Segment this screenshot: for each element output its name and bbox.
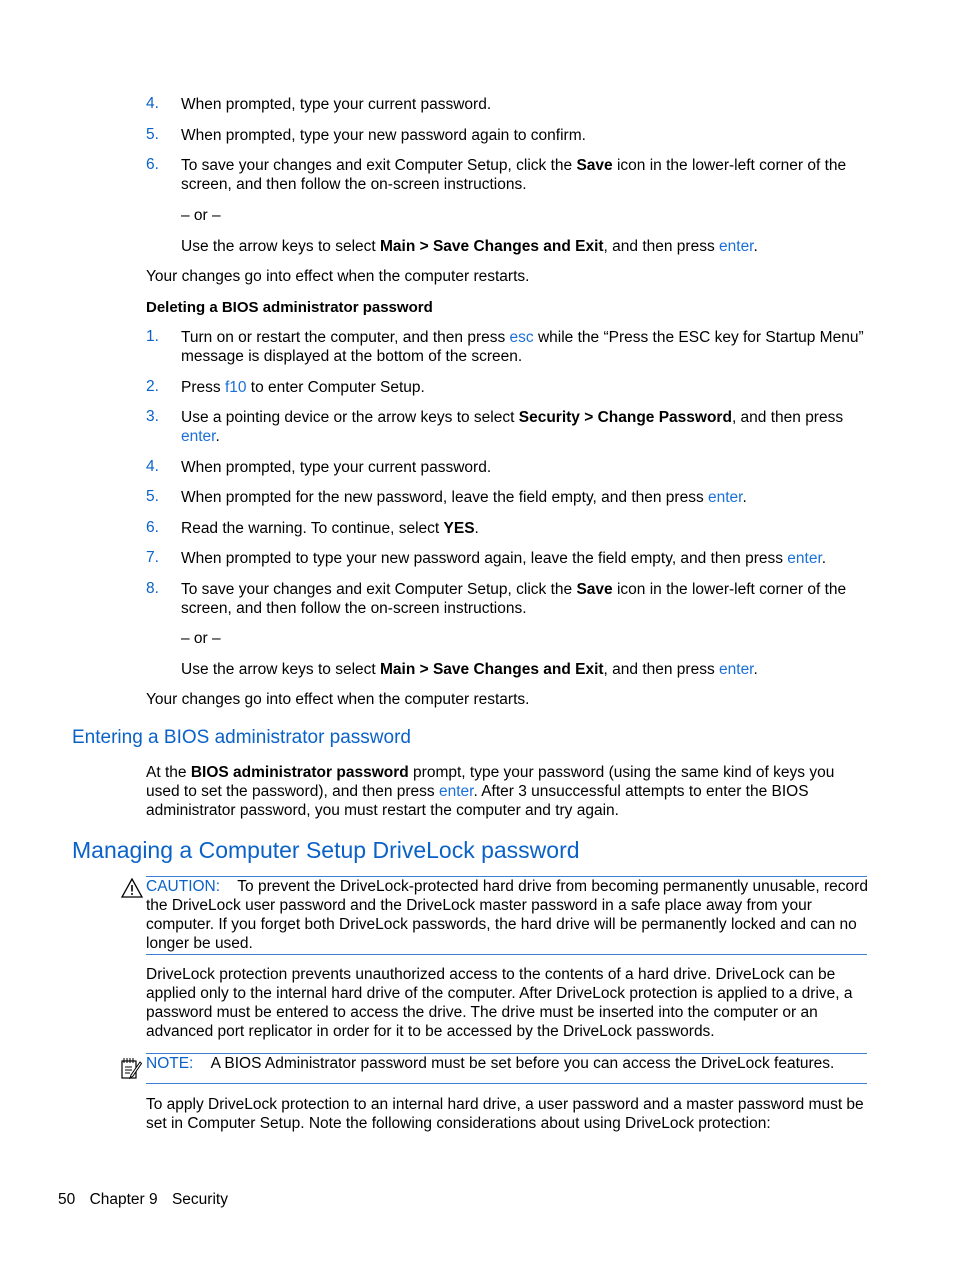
key-enter: enter bbox=[708, 489, 743, 506]
drivelock-heading: Managing a Computer Setup DriveLock password bbox=[72, 837, 580, 863]
save-term: Save bbox=[576, 581, 613, 598]
step-number: 6. bbox=[146, 519, 159, 536]
step-text: When prompted to type your new password again, leave the field empty, and then press enter. bbox=[181, 550, 827, 567]
warning-triangle-icon bbox=[121, 878, 143, 898]
step-number: 6. bbox=[146, 156, 159, 173]
footer-chapter: Chapter 9 bbox=[89, 1191, 158, 1208]
page-number: 50 bbox=[58, 1191, 76, 1208]
footer-section: Security bbox=[171, 1191, 228, 1208]
note-text: A BIOS Administrator password must be set before you can access the DriveLock features. bbox=[210, 1055, 835, 1072]
step-text: Turn on or restart the computer, and then press esc while the “Press the ESC key for Startup Menu” message is displayed at the bottom of the screen. bbox=[181, 329, 864, 365]
save-term: Save bbox=[576, 157, 613, 174]
step-number: 1. bbox=[146, 328, 159, 345]
alt-instruction: Use the arrow keys to select Main > Save Changes and Exit, and then press enter. bbox=[181, 238, 758, 255]
or-separator: – or – bbox=[181, 630, 221, 647]
effect-text: Your changes go into effect when the computer restarts. bbox=[146, 691, 530, 708]
step-number: 5. bbox=[146, 488, 159, 505]
drivelock-paragraph-2: To apply DriveLock protection to an internal hard drive, a user password and a master password must be set in Computer Setup. Note the following considerations about using DriveLock protection: bbox=[146, 1096, 864, 1132]
step-text: To save your changes and exit Computer Setup, click the Save icon in the lower-left corner of the screen, and then follow the on-screen instructions. bbox=[181, 581, 847, 617]
note-pad-icon bbox=[120, 1056, 142, 1080]
delete-heading: Deleting a BIOS administrator password bbox=[146, 299, 433, 316]
or-separator: – or – bbox=[181, 207, 221, 224]
entering-heading: Entering a BIOS administrator password bbox=[72, 727, 411, 748]
key-enter: enter bbox=[787, 550, 822, 567]
step-text: When prompted, type your current password. bbox=[181, 459, 492, 476]
step-number: 3. bbox=[146, 408, 159, 425]
entering-paragraph: At the BIOS administrator password prompt, type your password (using the same kind of keys you used to set the password), and then press enter. After 3 unsuccessful attempts to enter the BIOS administrator password, you must restart the computer and try again. bbox=[146, 764, 835, 819]
alt-instruction: Use the arrow keys to select Main > Save Changes and Exit, and then press enter. bbox=[181, 661, 758, 678]
key-esc: esc bbox=[509, 329, 534, 346]
step-text: When prompted, type your current password. bbox=[181, 96, 492, 113]
step-number: 7. bbox=[146, 549, 159, 566]
caution-label: CAUTION: bbox=[146, 878, 221, 895]
key-enter: enter bbox=[719, 661, 754, 678]
page-footer bbox=[58, 1191, 238, 1209]
step-text: To save your changes and exit Computer Setup, click the Save icon in the lower-left corner of the screen, and then follow the on-screen instructions. bbox=[181, 157, 847, 193]
step-number: 8. bbox=[146, 580, 159, 597]
effect-text: Your changes go into effect when the computer restarts. bbox=[146, 268, 530, 285]
key-enter: enter bbox=[438, 783, 474, 800]
step-number: 4. bbox=[146, 458, 159, 475]
step-text: When prompted, type your new password again to confirm. bbox=[181, 127, 586, 144]
step-text: When prompted for the new password, leave the field empty, and then press enter. bbox=[181, 489, 747, 506]
caution-text: To prevent the DriveLock-protected hard drive from becoming permanently unusable, record the DriveLock user password and the DriveLock master password in a safe place away from your computer. If you forget both DriveLock passwords, the hard drive will be permanently locked and can no longer be used. bbox=[146, 878, 868, 952]
step-text: Press f10 to enter Computer Setup. bbox=[181, 379, 425, 396]
step-number: 4. bbox=[146, 95, 159, 112]
key-enter: enter bbox=[181, 428, 216, 445]
note-label: NOTE: bbox=[146, 1055, 194, 1072]
key-enter: enter bbox=[719, 238, 754, 255]
note-block bbox=[146, 1054, 868, 1073]
drivelock-paragraph-1: DriveLock protection prevents unauthorized access to the contents of a hard drive. DriveLock can be applied only to the internal hard drive of the computer. After DriveLock protection is applied to a drive, a password must be entered to access the drive. The drive must be inserted into the computer or an advanced port replicator in order for it to be accessed by the DriveLock passwords. bbox=[146, 966, 853, 1040]
note-bottom-rule bbox=[146, 1083, 867, 1084]
step-text: Use a pointing device or the arrow keys to select Security > Change Password, and then press enter. bbox=[181, 409, 844, 445]
step-number: 2. bbox=[146, 378, 159, 395]
key-f10: f10 bbox=[224, 379, 247, 396]
step-number: 5. bbox=[146, 126, 159, 143]
step-text: Read the warning. To continue, select YES. bbox=[181, 520, 479, 537]
caution-block bbox=[146, 877, 868, 953]
caution-bottom-rule bbox=[146, 954, 867, 955]
